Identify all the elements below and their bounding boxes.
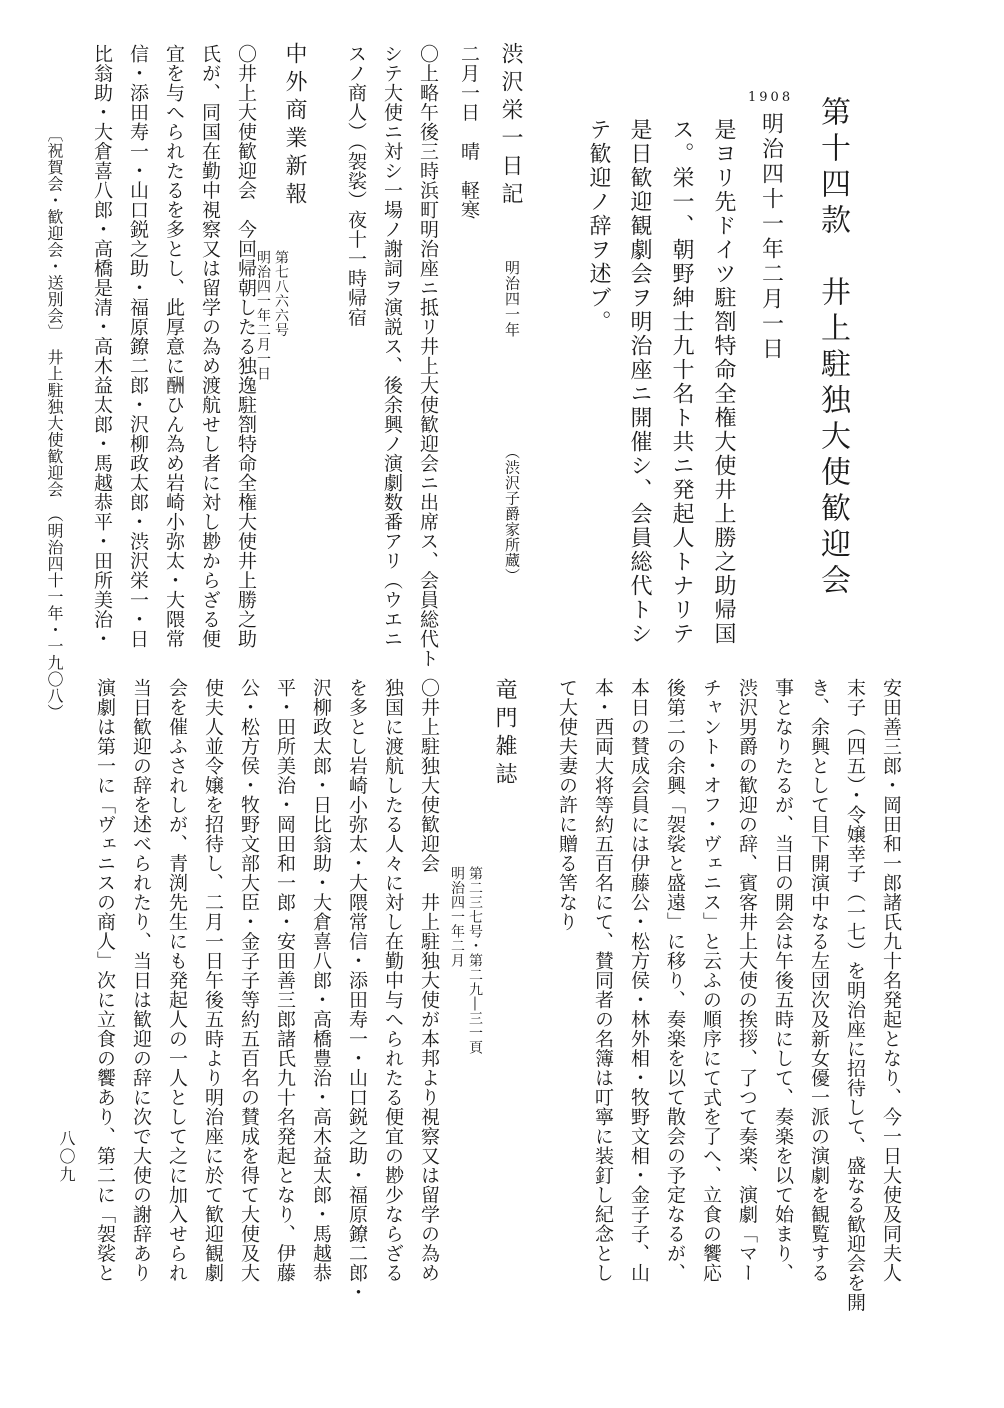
ryumon-line-5: 平・田所美治・岡田和一郎・安田善三郎諸氏九十名発起となり、伊藤 (274, 678, 296, 1283)
ryumon-line-4: 沢柳政太郎・日比翁助・大倉喜八郎・高橋豊治・高木益太郎・馬越恭 (310, 678, 332, 1283)
chugai-line-2: 氏が、同国在勤中視察又は留学の為め渡航せし者に対し尠からざる便 (199, 44, 221, 649)
ryumon-line-7: 使夫人並令嬢を招待し、二月一日午後五時より明治座に於て歓迎観劇 (202, 678, 224, 1283)
date-year: 1908 (748, 90, 794, 105)
chugai-line-5: 比翁助・大倉喜八郎・高橋是清・高木益太郎・馬越恭平・田所美治・ (91, 44, 113, 649)
ryumon-date: 明治四一年二月 (449, 866, 465, 968)
diary-line-2: シテ大使ニ対シ一場ノ謝詞ヲ演説ス、後余興ノ演劇数番アリ（ウエニ (381, 44, 403, 649)
continued-line-7: 後第二の余興「袈裟と盛遠」に移り、奏楽を以て散会の予定なるが、 (664, 678, 686, 1283)
summary-line-1: 是ヨリ先ドイツ駐劄特命全権大使井上勝之助帰国 (711, 118, 736, 646)
summary-line-3: 是日歓迎観劇会ヲ明治座ニ開催シ、会員総代トシ (627, 118, 652, 646)
chugai-issue: 第七八六六号 (273, 250, 289, 337)
continued-line-3: き、余興として目下開演中なる左団次及新女優一派の演劇を観覧する (808, 678, 830, 1283)
continued-line-5: 渋沢男爵の歓迎の辞、賓客井上大使の挨拶、了つて奏楽、演劇「マー (736, 678, 758, 1283)
continued-line-9: 本・西両大将等約五百名にて、賛同者の名簿は叮寧に装釘し紀念とし (592, 678, 614, 1283)
page-number: 八〇九 (57, 1130, 76, 1184)
ryumon-line-8: 会を催ふされしが、青渕先生にも発起人の一人として之に加入せられ (166, 678, 188, 1283)
continued-line-2: 末子（四五）・令嬢幸子（一七）を明治座に招待して、盛なる歓迎会を開 (844, 678, 866, 1312)
section-title: 第十四款 井上駐独大使歓迎会 (815, 96, 850, 600)
diary-entry-date: 二月一日 晴 軽寒 (458, 44, 480, 220)
continued-line-8: 本日の賛成会員には伊藤公・松方侯・林外相・牧野文相・金子子、山 (628, 678, 650, 1283)
date-text: 明治四十一年二月一日 (758, 112, 784, 362)
ryumon-line-10: 演劇は第一に「ヴェニスの商人」次に立食の饗あり、第二に「袈裟と (94, 678, 116, 1283)
diary-title: 渋沢栄一日記 (498, 42, 523, 210)
ryumon-issue: 第二三七号・第二九―三一頁 (467, 866, 483, 1055)
summary-line-2: ス。栄一、朝野紳士九十名ト共ニ発起人トナリテ (669, 118, 694, 646)
chugai-line-4: 信・添田寿一・山口鋭之助・福原鐐二郎・沢柳政太郎・渋沢栄一・日 (127, 44, 149, 649)
chugai-line-3: 宜を与へられたるを多とし、此厚意に酬ひん為め岩崎小弥太・大隈常 (163, 44, 185, 649)
continued-line-4: 事となりたるが、当日の開会は午後五時にして、奏楽を以て始まり、 (772, 678, 794, 1283)
chugai-title: 中外商業新報 (282, 42, 307, 210)
ryumon-line-9: 当日歓迎の辞を述べられたり、当日は歓迎の辞に次で大使の謝辞あり (130, 678, 152, 1283)
running-footer: 〔祝賀会・歓迎会・送別会〕 井上駐独大使歓迎会 （明治四十一年・一九〇八） (45, 126, 64, 721)
diary-line-3: スノ商人）（袈裟）夜十一時帰宿 (345, 44, 367, 327)
ryumon-line-3: を多とし岩崎小弥太・大隈常信・添田寿一・山口鋭之助・福原鐐二郎・ (346, 678, 368, 1302)
chugai-date: 明治四一年二月一日 (255, 250, 271, 381)
diary-line-1: 〇上略午後三時浜町明治座ニ抵リ井上大使歓迎会ニ出席ス、会員総代ト (417, 44, 439, 668)
continued-line-1: 安田善三郎・岡田和一郎諸氏九十名発起となり、今一日大使及同夫人 (880, 678, 902, 1283)
chugai-line-1: 〇井上大使歓迎会 今回帰朝したる独逸駐劄特命全権大使井上勝之助 (235, 44, 257, 649)
date-line (748, 84, 793, 362)
ryumon-line-6: 公・松方侯・牧野文部大臣・金子子等約五百名の賛成を得て大使及大 (238, 678, 260, 1283)
diary-source: （渋沢子爵家所蔵） (503, 444, 521, 584)
continued-line-10: て大使夫妻の許に贈る筈なり (556, 678, 578, 932)
diary-year: 明治四一年 (503, 260, 521, 338)
ryumon-line-2: 独国に渡航したる人々に対し在勤中与へられたる便宜の尠少ならざる (382, 678, 404, 1283)
ryumon-line-1: 〇井上駐独大使歓迎会 井上駐独大使が本邦より視察又は留学の為め (418, 678, 440, 1283)
summary-line-4: テ歓迎ノ辞ヲ述ブ。 (586, 118, 611, 334)
continued-line-6: チャント・オフ・ヴェニス」と云ふの順序にて式を了へ、立食の饗応 (700, 678, 722, 1283)
ryumon-title: 竜門雑誌 (492, 678, 517, 790)
